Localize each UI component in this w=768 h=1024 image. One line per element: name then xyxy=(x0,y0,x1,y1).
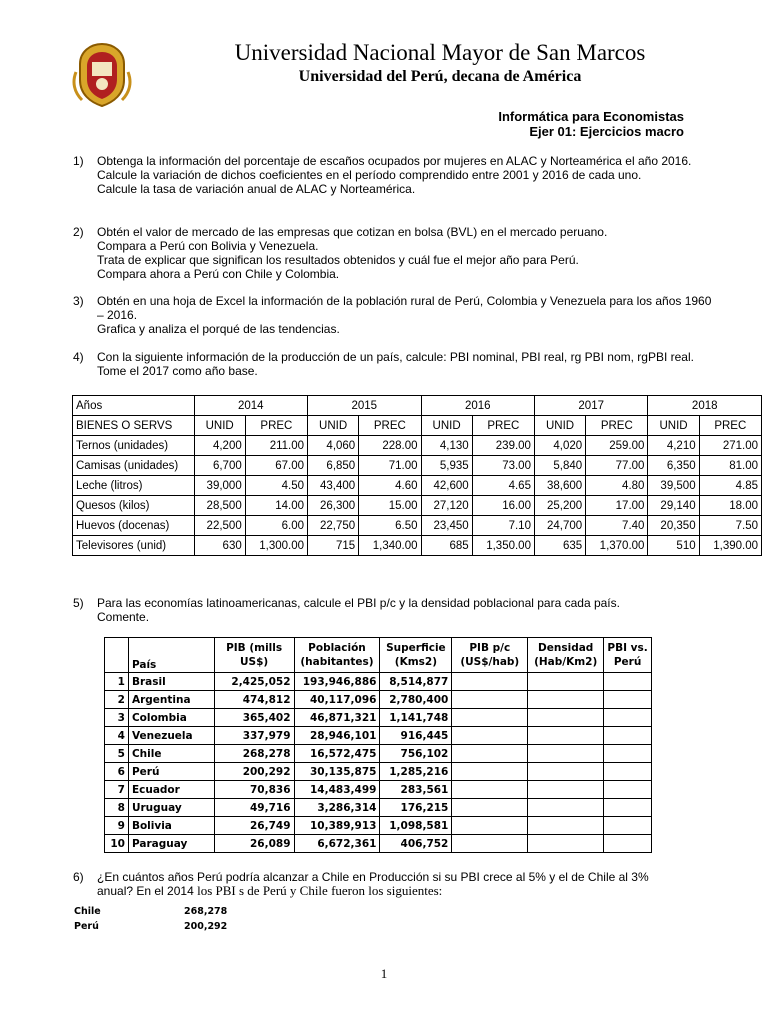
column-header: Superficie (Kms2) xyxy=(380,638,452,673)
price-value: 7.40 xyxy=(586,516,648,536)
good-name: Leche (litros) xyxy=(73,476,195,496)
area-value: 406,752 xyxy=(380,835,452,853)
pib-value: 365,402 xyxy=(214,709,294,727)
column-header: PIB (mills US$) xyxy=(214,638,294,673)
price-value: 81.00 xyxy=(699,456,761,476)
area-value: 756,102 xyxy=(380,745,452,763)
exercise-name: Ejer 01: Ejercicios macro xyxy=(529,124,684,139)
empty-cell xyxy=(528,745,604,763)
table-row xyxy=(105,673,652,691)
university-title: Universidad Nacional Mayor de San Marcos xyxy=(234,40,646,65)
row-index: 9 xyxy=(105,817,129,835)
unit-value: 39,500 xyxy=(648,476,699,496)
question-line: Grafica y analiza el porqué de las tendencias. xyxy=(97,322,340,336)
good-name: Huevos (docenas) xyxy=(73,516,195,536)
empty-cell xyxy=(528,781,604,799)
area-value: 2,780,400 xyxy=(380,691,452,709)
area-value: 8,514,877 xyxy=(380,673,452,691)
price-value: 6.50 xyxy=(359,516,421,536)
row-index: 5 xyxy=(105,745,129,763)
question-number: 3) xyxy=(73,294,84,308)
unit-value: 715 xyxy=(308,536,359,556)
unit-value: 22,500 xyxy=(194,516,245,536)
price-value: 4.80 xyxy=(586,476,648,496)
empty-cell xyxy=(604,673,652,691)
production-table xyxy=(72,395,762,556)
pib-value: 49,716 xyxy=(214,799,294,817)
price-value: 71.00 xyxy=(359,456,421,476)
pib-value: 2,425,052 xyxy=(214,673,294,691)
unit-value: 5,840 xyxy=(534,456,585,476)
price-value: 14.00 xyxy=(245,496,307,516)
unit-value: 685 xyxy=(421,536,472,556)
price-value: 271.00 xyxy=(699,436,761,456)
price-value: 4.50 xyxy=(245,476,307,496)
question-line: Calcule la tasa de variación anual de ALAC y Norteamérica. xyxy=(97,182,416,196)
unit-value: 4,130 xyxy=(421,436,472,456)
good-name: Quesos (kilos) xyxy=(73,496,195,516)
country-name: Bolivia xyxy=(128,817,214,835)
price-value: 228.00 xyxy=(359,436,421,456)
price-value: 16.00 xyxy=(472,496,534,516)
empty-cell xyxy=(604,691,652,709)
year-header: 2015 xyxy=(308,396,421,416)
table-row xyxy=(73,436,762,456)
country-name: Argentina xyxy=(128,691,214,709)
countries-table xyxy=(104,637,652,853)
table-row xyxy=(105,835,652,853)
unit-value: 510 xyxy=(648,536,699,556)
empty-cell xyxy=(452,691,528,709)
price-value: 67.00 xyxy=(245,456,307,476)
population-value: 46,871,321 xyxy=(294,709,380,727)
price-value: 7.10 xyxy=(472,516,534,536)
question-line: ¿En cuántos años Perú podría alcanzar a Chile en Producción si su PBI crece al 5% y el de Chile al 3% xyxy=(97,870,649,884)
gdp-value: 268,278 xyxy=(184,906,228,917)
unit-header: UNID xyxy=(194,416,245,436)
question-line: Calcule la variación de dichos coeficientes en el período comprendido entre 2001 y 2016 de cada uno. xyxy=(97,168,642,182)
empty-cell xyxy=(528,709,604,727)
table-row xyxy=(105,763,652,781)
question-5 xyxy=(73,596,713,624)
table-row xyxy=(105,781,652,799)
unit-value: 27,120 xyxy=(421,496,472,516)
empty-cell xyxy=(528,691,604,709)
unit-value: 4,020 xyxy=(534,436,585,456)
row-index: 1 xyxy=(105,673,129,691)
country-name: Chile xyxy=(128,745,214,763)
question-line: Con la siguiente información de la producción de un país, calcule: PBI nominal, PBI real, rg PBI nom, rgPBI real. Tome el 2017 como año base. xyxy=(97,350,694,378)
empty-cell xyxy=(452,781,528,799)
year-header: 2017 xyxy=(534,396,647,416)
column-header: PBI vs. Perú xyxy=(604,638,652,673)
unit-value: 4,210 xyxy=(648,436,699,456)
pib-value: 337,979 xyxy=(214,727,294,745)
empty-cell xyxy=(452,745,528,763)
area-value: 1,141,748 xyxy=(380,709,452,727)
row-index: 6 xyxy=(105,763,129,781)
empty-cell xyxy=(604,709,652,727)
row-index: 2 xyxy=(105,691,129,709)
page-number: 1 xyxy=(380,966,388,981)
empty-cell xyxy=(452,835,528,853)
gdp-country: Chile xyxy=(74,906,101,917)
population-value: 10,389,913 xyxy=(294,817,380,835)
price-value: 15.00 xyxy=(359,496,421,516)
unit-value: 28,500 xyxy=(194,496,245,516)
price-value: 18.00 xyxy=(699,496,761,516)
question-line: Trata de explicar que significan los resultados obtenidos y cuál fue el mejor año para Perú. xyxy=(97,253,579,267)
pib-value: 26,749 xyxy=(214,817,294,835)
price-value: 259.00 xyxy=(586,436,648,456)
population-value: 3,286,314 xyxy=(294,799,380,817)
table-row xyxy=(105,799,652,817)
question-line: Para las economías latinoamericanas, calcule el PBI p/c y la densidad poblacional para cada país. xyxy=(97,596,620,610)
empty-cell xyxy=(528,799,604,817)
table-row xyxy=(105,691,652,709)
price-header: PREC xyxy=(586,416,648,436)
empty-cell xyxy=(452,709,528,727)
question-line: Compara ahora a Perú con Chile y Colombia. xyxy=(97,267,340,281)
table-row xyxy=(73,516,762,536)
unit-value: 38,600 xyxy=(534,476,585,496)
price-header: PREC xyxy=(245,416,307,436)
question-line xyxy=(97,884,713,898)
unit-value: 6,700 xyxy=(194,456,245,476)
area-value: 283,561 xyxy=(380,781,452,799)
price-value: 1,340.00 xyxy=(359,536,421,556)
goods-label: BIENES O SERVS xyxy=(73,416,195,436)
gdp-value: 200,292 xyxy=(184,921,228,932)
population-value: 30,135,875 xyxy=(294,763,380,781)
table-row xyxy=(105,709,652,727)
price-value: 1,370.00 xyxy=(586,536,648,556)
question-1 xyxy=(73,154,713,196)
column-header: PIB p/c (US$/hab) xyxy=(452,638,528,673)
empty-cell xyxy=(452,763,528,781)
unit-value: 26,300 xyxy=(308,496,359,516)
question-line: Obtén en una hoja de Excel la información de la población rural de Perú, Colombia y Venezuela para los años 1960 – 2016. xyxy=(97,294,712,322)
table-row xyxy=(73,476,762,496)
question-number: 1) xyxy=(73,154,84,168)
unit-value: 635 xyxy=(534,536,585,556)
year-header: 2014 xyxy=(194,396,307,416)
unit-value: 6,350 xyxy=(648,456,699,476)
empty-cell xyxy=(452,799,528,817)
row-index: 10 xyxy=(105,835,129,853)
pib-value: 200,292 xyxy=(214,763,294,781)
table-row xyxy=(105,817,652,835)
year-header: 2018 xyxy=(648,396,762,416)
question-line: Comente. xyxy=(97,610,150,624)
table-row xyxy=(105,745,652,763)
table-row xyxy=(73,496,762,516)
gdp-row xyxy=(74,921,227,932)
country-name: Venezuela xyxy=(128,727,214,745)
years-label: Años xyxy=(73,396,195,416)
unit-value: 5,935 xyxy=(421,456,472,476)
empty-cell xyxy=(528,673,604,691)
row-index: 7 xyxy=(105,781,129,799)
unit-header: UNID xyxy=(648,416,699,436)
unit-value: 630 xyxy=(194,536,245,556)
column-header: Población (habitantes) xyxy=(294,638,380,673)
empty-cell xyxy=(604,727,652,745)
table-row xyxy=(73,456,762,476)
gdp-country: Perú xyxy=(74,921,99,932)
years-row xyxy=(73,396,762,416)
area-value: 1,098,581 xyxy=(380,817,452,835)
population-value: 6,672,361 xyxy=(294,835,380,853)
unit-value: 25,200 xyxy=(534,496,585,516)
price-value: 4.85 xyxy=(699,476,761,496)
university-subtitle: Universidad del Perú, decana de América xyxy=(298,68,582,85)
unit-value: 20,350 xyxy=(648,516,699,536)
price-value: 73.00 xyxy=(472,456,534,476)
country-name: Perú xyxy=(128,763,214,781)
unit-value: 43,400 xyxy=(308,476,359,496)
price-value: 4.65 xyxy=(472,476,534,496)
population-value: 14,483,499 xyxy=(294,781,380,799)
empty-cell xyxy=(604,835,652,853)
unit-header: UNID xyxy=(308,416,359,436)
empty-cell xyxy=(604,781,652,799)
question-line: Obtenga la información del porcentaje de escaños ocupados por mujeres en ALAC y Norteamérica el año 2016. xyxy=(97,154,692,168)
question-3 xyxy=(73,294,713,336)
area-value: 916,445 xyxy=(380,727,452,745)
question-6 xyxy=(73,870,713,898)
table-row xyxy=(73,536,762,556)
column-header: Densidad (Hab/Km2) xyxy=(528,638,604,673)
price-value: 211.00 xyxy=(245,436,307,456)
question-number: 4) xyxy=(73,350,84,364)
course-name: Informática para Economistas xyxy=(498,109,684,124)
country-name: Paraguay xyxy=(128,835,214,853)
empty-cell xyxy=(528,835,604,853)
unit-header: UNID xyxy=(534,416,585,436)
price-value: 7.50 xyxy=(699,516,761,536)
unit-value: 22,750 xyxy=(308,516,359,536)
row-index: 8 xyxy=(105,799,129,817)
price-value: 1,390.00 xyxy=(699,536,761,556)
unit-value: 42,600 xyxy=(421,476,472,496)
index-header xyxy=(105,638,129,673)
price-header: PREC xyxy=(359,416,421,436)
empty-cell xyxy=(452,673,528,691)
good-name: Camisas (unidades) xyxy=(73,456,195,476)
gdp-row xyxy=(74,906,227,917)
country-name: Uruguay xyxy=(128,799,214,817)
price-value: 6.00 xyxy=(245,516,307,536)
population-value: 40,117,096 xyxy=(294,691,380,709)
table-row xyxy=(105,727,652,745)
unit-value: 24,700 xyxy=(534,516,585,536)
pib-value: 70,836 xyxy=(214,781,294,799)
question-4 xyxy=(73,350,713,378)
question-line-part: los PBI s de Perú y Chile fueron los siguientes: xyxy=(197,883,443,898)
empty-cell xyxy=(604,799,652,817)
good-name: Televisores (unid) xyxy=(73,536,195,556)
unit-value: 39,000 xyxy=(194,476,245,496)
unit-header: UNID xyxy=(421,416,472,436)
empty-cell xyxy=(604,817,652,835)
price-value: 1,350.00 xyxy=(472,536,534,556)
pib-value: 26,089 xyxy=(214,835,294,853)
population-value: 193,946,886 xyxy=(294,673,380,691)
question-line: Obtén el valor de mercado de las empresas que cotizan en bolsa (BVL) en el mercado peruano. xyxy=(97,225,608,239)
unit-value: 29,140 xyxy=(648,496,699,516)
empty-cell xyxy=(528,817,604,835)
country-name: Brasil xyxy=(128,673,214,691)
question-number: 6) xyxy=(73,870,84,884)
pib-value: 268,278 xyxy=(214,745,294,763)
country-name: Ecuador xyxy=(128,781,214,799)
price-value: 4.60 xyxy=(359,476,421,496)
header-row xyxy=(105,638,652,673)
question-line-part: anual? En el 2014 xyxy=(97,884,198,898)
column-header: País xyxy=(128,638,214,673)
row-index: 3 xyxy=(105,709,129,727)
question-number: 5) xyxy=(73,596,84,610)
price-value: 239.00 xyxy=(472,436,534,456)
price-value: 1,300.00 xyxy=(245,536,307,556)
area-value: 176,215 xyxy=(380,799,452,817)
course-heading xyxy=(498,109,684,139)
empty-cell xyxy=(528,727,604,745)
university-seal xyxy=(72,42,132,108)
empty-cell xyxy=(528,763,604,781)
area-value: 1,285,216 xyxy=(380,763,452,781)
price-value: 17.00 xyxy=(586,496,648,516)
subheader-row xyxy=(73,416,762,436)
question-number: 2) xyxy=(73,225,84,239)
empty-cell xyxy=(452,727,528,745)
price-header: PREC xyxy=(472,416,534,436)
unit-value: 6,850 xyxy=(308,456,359,476)
good-name: Ternos (unidades) xyxy=(73,436,195,456)
year-header: 2016 xyxy=(421,396,534,416)
country-name: Colombia xyxy=(128,709,214,727)
unit-value: 23,450 xyxy=(421,516,472,536)
population-value: 16,572,475 xyxy=(294,745,380,763)
question-2 xyxy=(73,225,713,281)
question-line: Compara a Perú con Bolivia y Venezuela. xyxy=(97,239,319,253)
population-value: 28,946,101 xyxy=(294,727,380,745)
price-header: PREC xyxy=(699,416,761,436)
empty-cell xyxy=(604,763,652,781)
empty-cell xyxy=(604,745,652,763)
pib-value: 474,812 xyxy=(214,691,294,709)
price-value: 77.00 xyxy=(586,456,648,476)
row-index: 4 xyxy=(105,727,129,745)
unit-value: 4,200 xyxy=(194,436,245,456)
empty-cell xyxy=(452,817,528,835)
unit-value: 4,060 xyxy=(308,436,359,456)
